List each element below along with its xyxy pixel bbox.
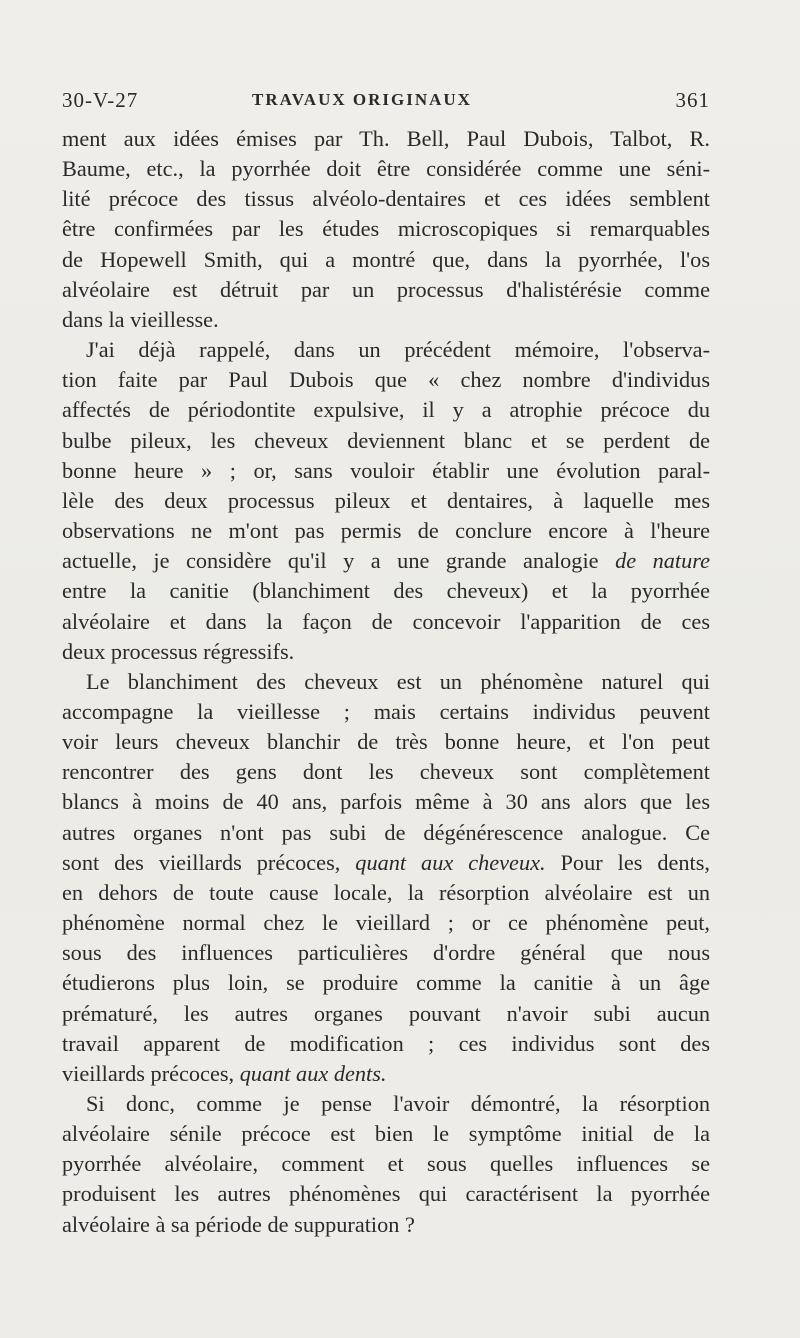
text-line: de Hopewell Smith, qui a montré que, dans la pyorrhée, l'os — [62, 246, 710, 272]
text-line: voir leurs cheveux blanchir de très bonne heure, et l'on peut — [62, 729, 710, 755]
text-line — [62, 546, 710, 576]
text-line — [62, 848, 710, 878]
paragraph — [62, 335, 710, 667]
text-line: lité précoce des tissus alvéolo-dentaires et ces idées semblent — [62, 186, 710, 212]
text-line: deux processus régressifs. — [62, 638, 295, 664]
text-line: Le blanchiment des cheveux est un phénomène naturel qui — [86, 668, 710, 694]
text-line: tion faite par Paul Dubois que « chez nombre d'individus — [62, 367, 710, 393]
header-title: TRAVAUX ORIGINAUX — [252, 90, 472, 109]
running-header — [62, 88, 710, 118]
text-line: étudierons plus loin, se produire comme la canitie à un âge — [62, 970, 710, 996]
text-line: J'ai déjà rappelé, dans un précédent mémoire, l'observa- — [86, 337, 710, 363]
text-line: en dehors de toute cause locale, la résorption alvéolaire est un — [62, 879, 710, 905]
text-line: observations ne m'ont pas permis de conclure encore à l'heure — [62, 518, 710, 544]
text-line: alvéolaire et dans la façon de concevoir l'apparition de ces — [62, 608, 710, 634]
text-line: prématuré, les autres organes pouvant n'avoir subi aucun — [62, 1000, 710, 1026]
text-line: affectés de périodontite expulsive, il y a atrophie précoce du — [62, 397, 710, 423]
text-line: ment aux idées émises par Th. Bell, Paul Dubois, Talbot, R. — [62, 126, 710, 151]
italic-text: quant aux dents. — [239, 1060, 387, 1086]
text-segment: vieillards précoces, — [62, 1060, 235, 1086]
text-line: dans la vieillesse. — [62, 306, 219, 332]
paragraph — [62, 667, 710, 1089]
text-line: autres organes n'ont pas subi de dégénérescence analogue. Ce — [62, 819, 710, 845]
text-line: alvéolaire est détruit par un processus d'halistérésie comme — [62, 276, 710, 302]
text-line: phénomène normal chez le vieillard ; or ce phénomène peut, — [62, 910, 710, 936]
text-line: entre la canitie (blanchiment des cheveux) et la pyorrhée — [62, 578, 710, 604]
paragraph — [62, 1089, 710, 1240]
body-text — [62, 124, 710, 1240]
text-line: pyorrhée alvéolaire, comment et sous quelles influences se — [62, 1151, 710, 1177]
text-line: alvéolaire sénile précoce est bien le symptôme initial de la — [62, 1121, 710, 1147]
text-line: Baume, etc., la pyorrhée doit être considérée comme une séni- — [62, 156, 710, 182]
text-line: lèle des deux processus pileux et dentaires, à laquelle mes — [62, 487, 710, 513]
italic-text: de nature — [615, 548, 711, 574]
text-line: bulbe pileux, les cheveux deviennent blanc et se perdent de — [62, 427, 710, 453]
text-line: produisent les autres phénomènes qui caractérisent la pyorrhée — [62, 1181, 710, 1207]
text-line: sous des influences particulières d'ordre général que nous — [62, 940, 710, 966]
page-number: 361 — [675, 88, 710, 112]
text-line: accompagne la vieillesse ; mais certains individus peuvent — [62, 698, 710, 724]
italic-text: quant aux cheveux. — [355, 849, 546, 875]
text-line — [62, 1059, 710, 1089]
paragraph — [62, 124, 710, 335]
text-line: travail apparent de modification ; ces individus sont des — [62, 1030, 710, 1056]
text-line: blancs à moins de 40 ans, parfois même à 30 ans alors que les — [62, 789, 710, 815]
text-segment: sont des vieillards précoces, — [62, 849, 341, 875]
text-line: bonne heure » ; or, sans vouloir établir une évolution paral- — [62, 457, 710, 483]
text-segment: actuelle, je considère qu'il y a une grande analogie — [62, 548, 599, 574]
text-line: rencontrer des gens dont les cheveux sont complètement — [62, 759, 710, 785]
text-segment: Pour les dents, — [560, 849, 710, 875]
text-line: Si donc, comme je pense l'avoir démontré, la résorption — [86, 1091, 710, 1116]
text-line: être confirmées par les études microscopiques si remarquables — [62, 216, 710, 242]
text-line: alvéolaire à sa période de suppuration ? — [62, 1211, 415, 1237]
header-date: 30-V-27 — [62, 88, 139, 112]
